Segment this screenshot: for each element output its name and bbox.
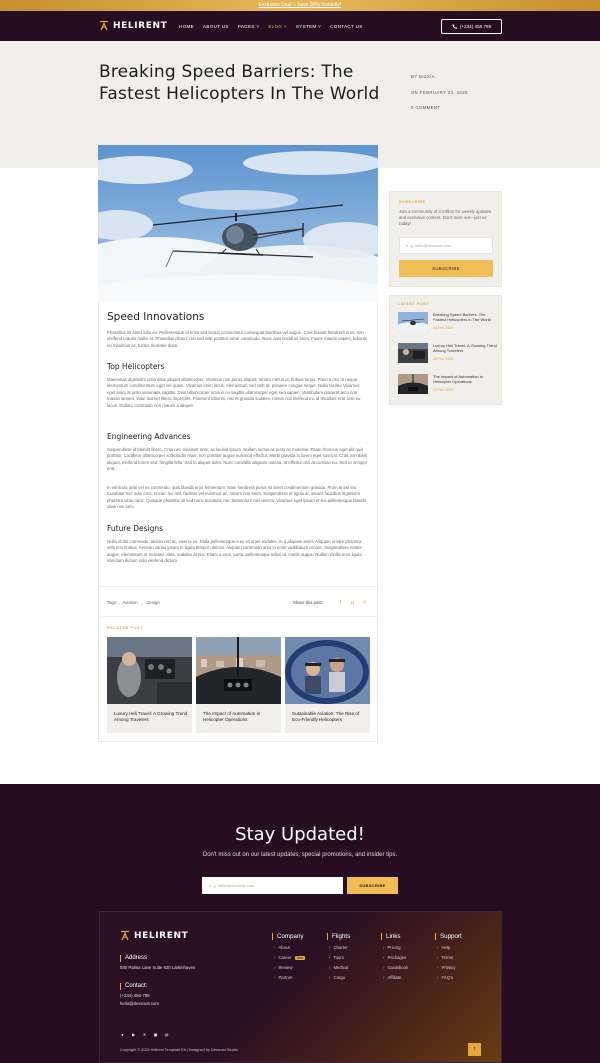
share-label: Share this post: [293,600,323,605]
footer-link-career[interactable] [272,955,305,960]
related-post-title[interactable]: The Impact of Automation in Helicopter Operations [203,711,261,723]
linkedin-icon[interactable]: ▣ [153,1032,158,1037]
footer-link[interactable]: › Cargo [327,975,350,980]
footer-brand-logo[interactable] [120,930,188,941]
main-nav [179,11,363,41]
sidebar-email-input[interactable]: e. g. hello@devsrust.com [399,237,493,254]
latest-post-title[interactable]: Luxury Heli Travel: A Growing Trend Among Travelers [433,343,497,354]
site-header [0,11,600,41]
related-post-title[interactable]: Luxury Heli Travel: A Growing Trend Among Travelers [114,711,188,723]
footer-email-input[interactable]: e. g. hello@devsrust.com [202,877,343,894]
footer-column-support [435,933,462,980]
nav-system[interactable]: SYSTEM ˅ [295,23,322,29]
post-date: ON FEBRUARY 23, 2025 [411,90,468,95]
phone-icon [452,24,457,29]
related-post-image-cockpit [107,637,192,704]
footer-link[interactable]: › Help [435,945,462,950]
footer-column-links [381,933,408,980]
latest-post-thumb[interactable] [398,374,428,394]
tag-separator: , [140,600,143,605]
section-heading-engineering: Engineering Advances [107,432,191,441]
related-post-image-passengers [285,637,370,704]
announcement-link[interactable]: Exclusive Deal – Save 30% Instantly! [258,2,342,8]
section-heading-speed: Speed Innovations [107,311,205,323]
phone-button[interactable] [441,19,502,34]
latest-post-title[interactable]: Breaking Speed Barriers: The Fastest Helicopters in The World [433,312,491,323]
tag-aviation[interactable]: Aviation [122,600,138,605]
latest-post-title[interactable]: The Impact of Automation in Helicopter Operations [433,374,483,385]
site-footer [0,784,600,1063]
post-tags [107,600,160,605]
latest-post-thumb[interactable] [398,343,428,363]
x-icon[interactable]: ✕ [142,1032,147,1037]
nav-home[interactable]: HOME [179,23,194,29]
footer-link[interactable]: › Medical [327,965,350,970]
footer-link[interactable]: › Tours [327,955,350,960]
address-label: Address [120,955,147,962]
footer-brand-name: HELIRENT [134,930,189,941]
latest-post-date: 23 Feb 2025 [433,388,453,392]
column-heading: Company [272,933,305,940]
column-heading: Links [381,933,408,940]
column-heading: Flights [327,933,350,940]
footer-link[interactable]: › Pricing [381,945,408,950]
nav-contact[interactable]: CONTACT US [330,23,363,29]
tags-label: Tags: [107,600,118,605]
related-post-card[interactable] [107,637,192,733]
youtube-icon[interactable]: ▶ [131,1032,136,1037]
newsletter-title: Stay Updated! [235,824,365,845]
footer-link[interactable]: › Career [272,955,292,960]
footer-link[interactable]: › About [272,945,305,950]
section-text-future: Nulla id dui commodo, lacinia nisl ac, viverra ex. Nulla pellentesque a ex sit amet sodales. In a aliquam enim. Aliquam ornare pharetra velit non finibus. Aenean varius ipsum in ligula tempor ultrices. Aliquam commodo arcu in enim vestibulum ornare. Suspendisse metus augue, elementum et molestie vitae, sodales at nisi. Etiam a eros, porta, pellentesque tellus at, mattis augue. Nullam mollis eros ligula, interdum dictum odio eleifend dictum. [107,539,363,564]
footer-link[interactable]: › Review [272,965,305,970]
sidebar-subscribe-button[interactable]: SUBSCRIBE [399,260,493,277]
divider [99,616,377,617]
related-post-label: RELATED POST [107,626,144,630]
footer-link[interactable]: › Partner [272,975,305,980]
divider [99,586,377,587]
scroll-to-top-button[interactable] [468,1043,481,1056]
sidebar-subscribe-box [389,191,502,287]
section-text-top: Maecenas dignissim urna vitae aliquet ullamcorper. Vivamus non purus aliquet, ornare metus ut, finibus turpis. Proin a orci ut neque elementum condimentum eget vel quam. Vivamus enim lacus, elementum sed velit at, posuere congue neque. Nulla facilisi. Vivamus eget enim at justo venenatis sagittis. Duis ullamcorper urna in mi sagittis ullamcorper eget sed sapien. Vestibulum placerat arcu non massa laoreet, vitae laoreet libero imperdiet. Praesent lobortis, nisi et gravida sodales, metus nisl eleifend ex, id tincidunt erat sem eu lacus. Nullam commodo non mauris a aliquet. [107,377,361,408]
nav-blog[interactable]: BLOG ˅ [268,23,287,29]
related-post-card[interactable] [196,637,281,733]
brand-logo[interactable] [99,20,167,31]
related-post-card[interactable] [285,637,370,733]
contact-label: Contact: [120,983,147,990]
announcement-bar [0,0,600,11]
share-icons [337,599,368,606]
nav-about[interactable]: ABOUT US [202,23,229,29]
footer-phone[interactable]: (+234) 456-789 [120,993,150,998]
latest-post-date: 23 Feb 2025 [433,357,453,361]
subscribe-text: Join a community of 3 million for weekly updates and exclusive content. Don't miss out—join us today! [399,209,492,227]
facebook-share-icon[interactable]: f [339,599,342,606]
post-title: Breaking Speed Barriers: The Fastest Helicopters In The World [99,62,380,104]
newsletter-subtitle: Don't miss out on our latest updates, special promotions, and insider tips. [202,852,398,858]
footer-subscribe-button[interactable]: SUBSCRIBE [347,877,398,894]
footer-column-company [272,933,305,980]
tag-design[interactable]: Design [146,600,160,605]
new-badge: New [296,955,304,960]
footer-link[interactable]: › Guidebook [381,965,408,970]
featured-helicopter-image [98,145,378,302]
footer-link[interactable]: › Affiliate [381,975,408,980]
pinterest-share-icon[interactable]: ℗ [362,599,367,606]
latest-post-thumb[interactable] [398,312,428,332]
section-text-speed: Phasellus sit amet odio ex. Pellentesque id enim sed lectus consectetur consequat faucibus vel augue. Cras blandit hendrerit eros, non eleifend mauris mollis et. Phasellus dictum nisi sed velit porttitor tortor commodo. Nunc quis tincidunt enim. Fusce mauris sapien, lobortis eu maximus ac, luctus molestie diam. [107,330,368,348]
footer-link[interactable]: › FAQ's [435,975,462,980]
footer-email[interactable]: hello@devsrust.com [120,1001,159,1006]
footer-column-flights [327,933,350,980]
arrow-up-icon: ↑ [472,1046,477,1053]
footer-link[interactable]: › Privacy [435,965,462,970]
nav-pages[interactable]: PAGES ˅ [237,23,260,29]
related-post-title[interactable]: Sustainable Aviation: The Rise of Eco-Friendly Helicopters [292,711,360,723]
section-heading-top: Top Helicopters [107,362,165,371]
footer-link[interactable]: › Terms [435,955,462,960]
footer-link[interactable]: › Charter [327,945,350,950]
post-author[interactable]: BY BIZXIA [411,74,436,79]
social-links [119,1031,170,1038]
related-post-image-city [196,637,281,704]
threads-icon[interactable]: @ [164,1032,169,1037]
sidebar-latest-box [389,295,502,405]
section-text-engineering: Suspendisse id blandit libero. Cras nec tincidunt ante, ac lacinia ipsum. Nullam luctus ac justo ac molestie. Etiam rhoncus eget elit quis porttitor. Curabitur ullamcorper sollicitudin risus, non porttitor augue euismod efficitur. Morbi gravida in lorem eget suscipit. Cras non diam aliquet, eleifend lorem sed, fringilla felis. Sed in aliquet dolor. Nunc convallis aliquam massa, at efficitur orci accumsan eu. Sed et semper erat. [107,447,368,472]
address-text: 930 Palma Lane Suite 920 Larkinhaven [120,965,196,970]
section-heading-future: Future Designs [107,524,164,533]
helicopter-logo-icon [120,930,130,941]
latest-post-date: 23 Feb 2025 [433,326,453,330]
phone-number: (+234) 456 789 [459,24,492,29]
subscribe-label: SUBSCRIBE [399,200,426,204]
helicopter-logo-icon [99,20,109,31]
instagram-share-icon[interactable]: ◘ [350,599,355,606]
column-heading: Support [435,933,462,940]
footer-link[interactable]: › Packages [381,955,408,960]
copyright-text: Copyright © 2025 Helirent Template Kit | Designed by Devsrust Studio [120,1048,238,1052]
section-text-engineering-2: In vehicula ante vel ex commodo, quis blandit eros fermentum. Nam hendrerit purus sit amet condimentum gravida. Proin at est leo. Curabitur nec odio eros. Donec leo nisl, facilisis vel euismod ac, rutrum non enim. Suspendisse et ligula ac mauris faucibus dignissim pharetra vitae nunc. Quisque pharetra mi sed nunc tincidunt, nec fermentum nisl viverra. Vivamus eget ipsum et leo pellentesque blandit vitae non sem. [107,485,366,510]
latest-post-label: LATEST POST [398,302,430,306]
brand-name: HELIRENT [113,20,168,31]
footer-panel [99,911,502,1063]
facebook-icon[interactable]: ● [121,1032,124,1037]
post-comments[interactable]: 0 COMMENT [411,105,441,110]
